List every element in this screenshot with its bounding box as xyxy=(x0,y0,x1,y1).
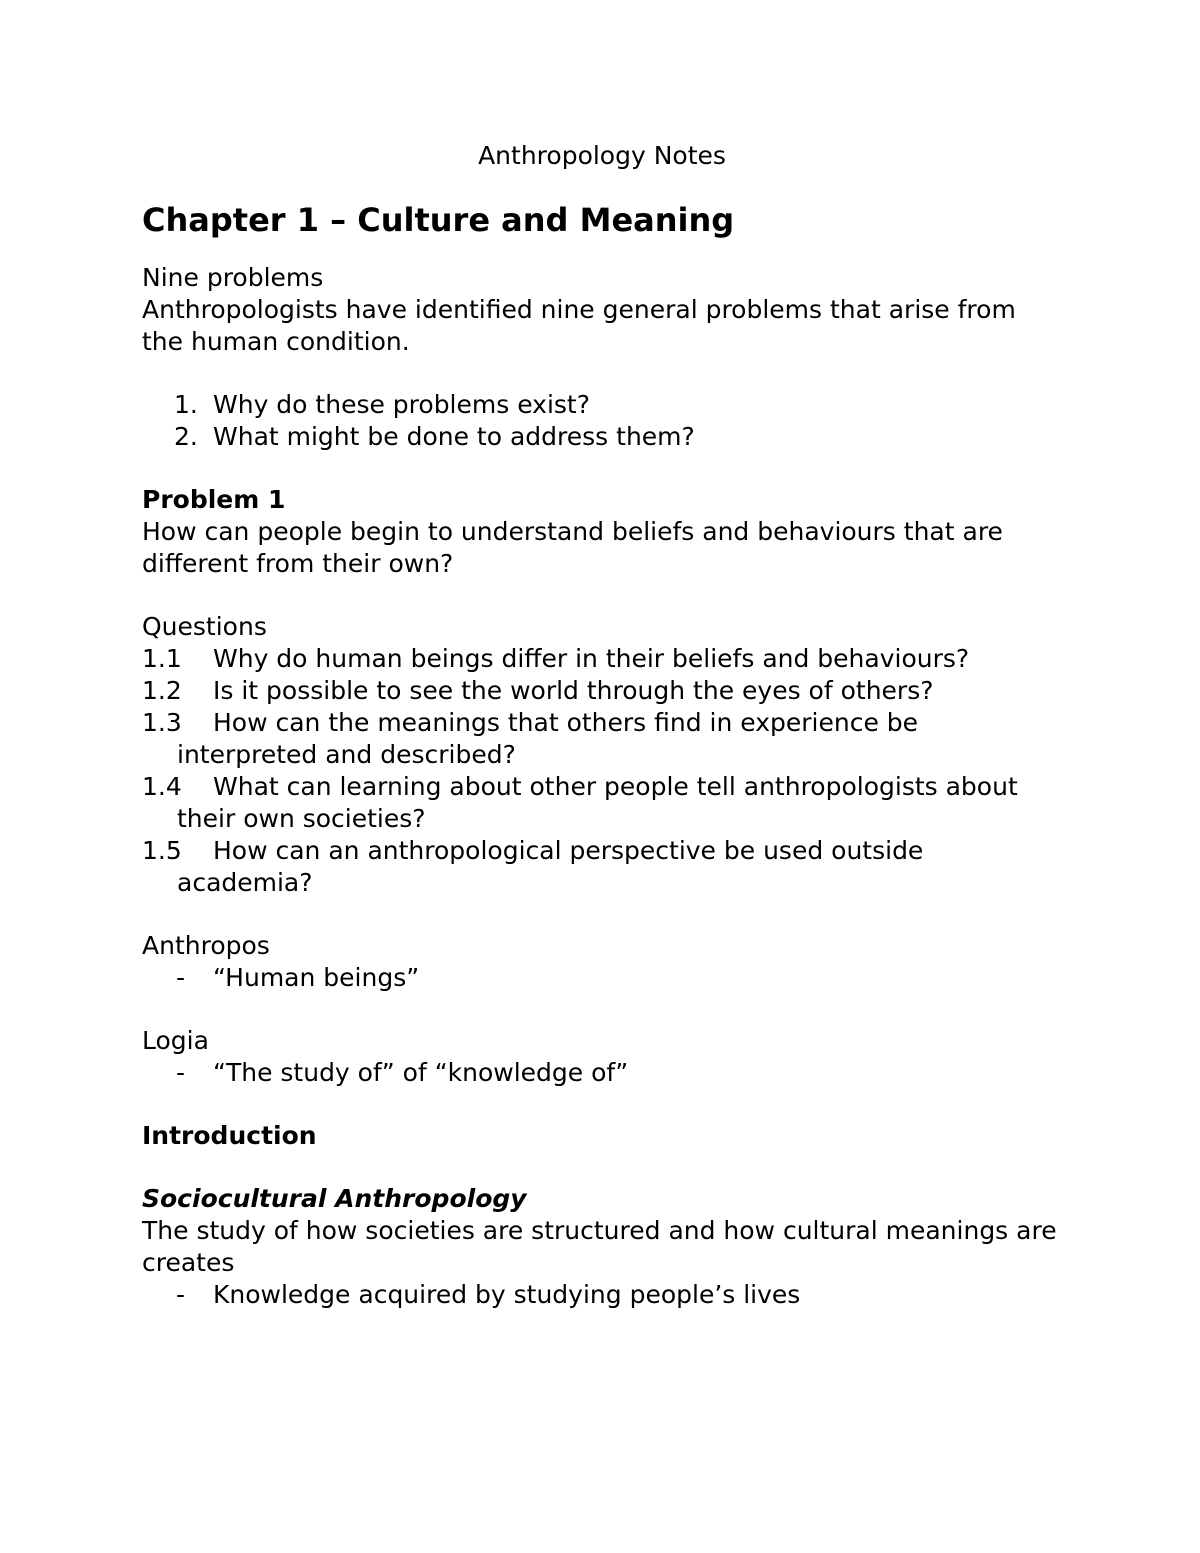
question-number: 1.4 xyxy=(142,772,182,801)
dash-bullet: - xyxy=(176,1058,186,1087)
spacer xyxy=(142,358,1062,389)
sociocultural-heading: Sociocultural Anthropology xyxy=(142,1184,527,1213)
document-title: Anthropology Notes xyxy=(478,141,726,170)
dash-bullet: - xyxy=(176,963,186,992)
question-text: What can learning about other people tell anthropologists about their own societies? xyxy=(177,772,1018,833)
dash-item xyxy=(142,1279,1062,1311)
chapter-heading: Chapter 1 – Culture and Meaning xyxy=(142,201,735,239)
list-item-number: 2. xyxy=(174,422,198,451)
nine-problems-list xyxy=(142,389,1062,453)
sociocultural-text: The study of how societies are structured and how cultural meanings are creates xyxy=(142,1216,1057,1277)
dash-item-text: Knowledge acquired by studying people’s lives xyxy=(213,1280,801,1309)
dash-bullet: - xyxy=(176,1280,186,1309)
questions-list xyxy=(142,643,1062,899)
document-page xyxy=(142,140,1062,1311)
dash-item-text: “The study of” of “knowledge of” xyxy=(213,1058,629,1087)
sociocultural-list xyxy=(142,1279,1062,1311)
spacer xyxy=(142,899,1062,930)
spacer xyxy=(142,453,1062,484)
question-number: 1.2 xyxy=(142,676,182,705)
spacer xyxy=(142,994,1062,1025)
question-item xyxy=(142,675,1062,707)
dash-item-text: “Human beings” xyxy=(213,963,420,992)
question-item xyxy=(142,771,1062,835)
question-item xyxy=(142,835,1062,899)
nine-problems-text: Anthropologists have identified nine general problems that arise from the human condition. xyxy=(142,295,1016,356)
question-text: How can the meanings that others find in experience be interpreted and described? xyxy=(177,708,919,769)
nine-problems-label: Nine problems xyxy=(142,263,324,292)
anthropos-list xyxy=(142,962,1062,994)
question-text: Why do human beings differ in their beliefs and behaviours? xyxy=(213,644,970,673)
list-item-text: Why do these problems exist? xyxy=(213,390,590,419)
list-item-number: 1. xyxy=(174,390,198,419)
question-item xyxy=(142,707,1062,771)
spacer xyxy=(142,1089,1062,1120)
question-item xyxy=(142,643,1062,675)
list-item xyxy=(142,389,1062,421)
list-item-text: What might be done to address them? xyxy=(213,422,695,451)
question-number: 1.1 xyxy=(142,644,182,673)
problem-1-heading: Problem 1 xyxy=(142,485,286,514)
question-number: 1.5 xyxy=(142,836,182,865)
anthropos-label: Anthropos xyxy=(142,931,270,960)
logia-list xyxy=(142,1057,1062,1089)
logia-label: Logia xyxy=(142,1026,209,1055)
question-text: How can an anthropological perspective be used outside academia? xyxy=(177,836,924,897)
questions-label: Questions xyxy=(142,612,267,641)
question-text: Is it possible to see the world through the eyes of others? xyxy=(213,676,934,705)
spacer xyxy=(142,580,1062,611)
question-number: 1.3 xyxy=(142,708,182,737)
introduction-heading: Introduction xyxy=(142,1121,317,1150)
dash-item xyxy=(142,962,1062,994)
list-item xyxy=(142,421,1062,453)
dash-item xyxy=(142,1057,1062,1089)
problem-1-text: How can people begin to understand beliefs and behaviours that are different from their own? xyxy=(142,517,1003,578)
spacer xyxy=(142,1152,1062,1183)
